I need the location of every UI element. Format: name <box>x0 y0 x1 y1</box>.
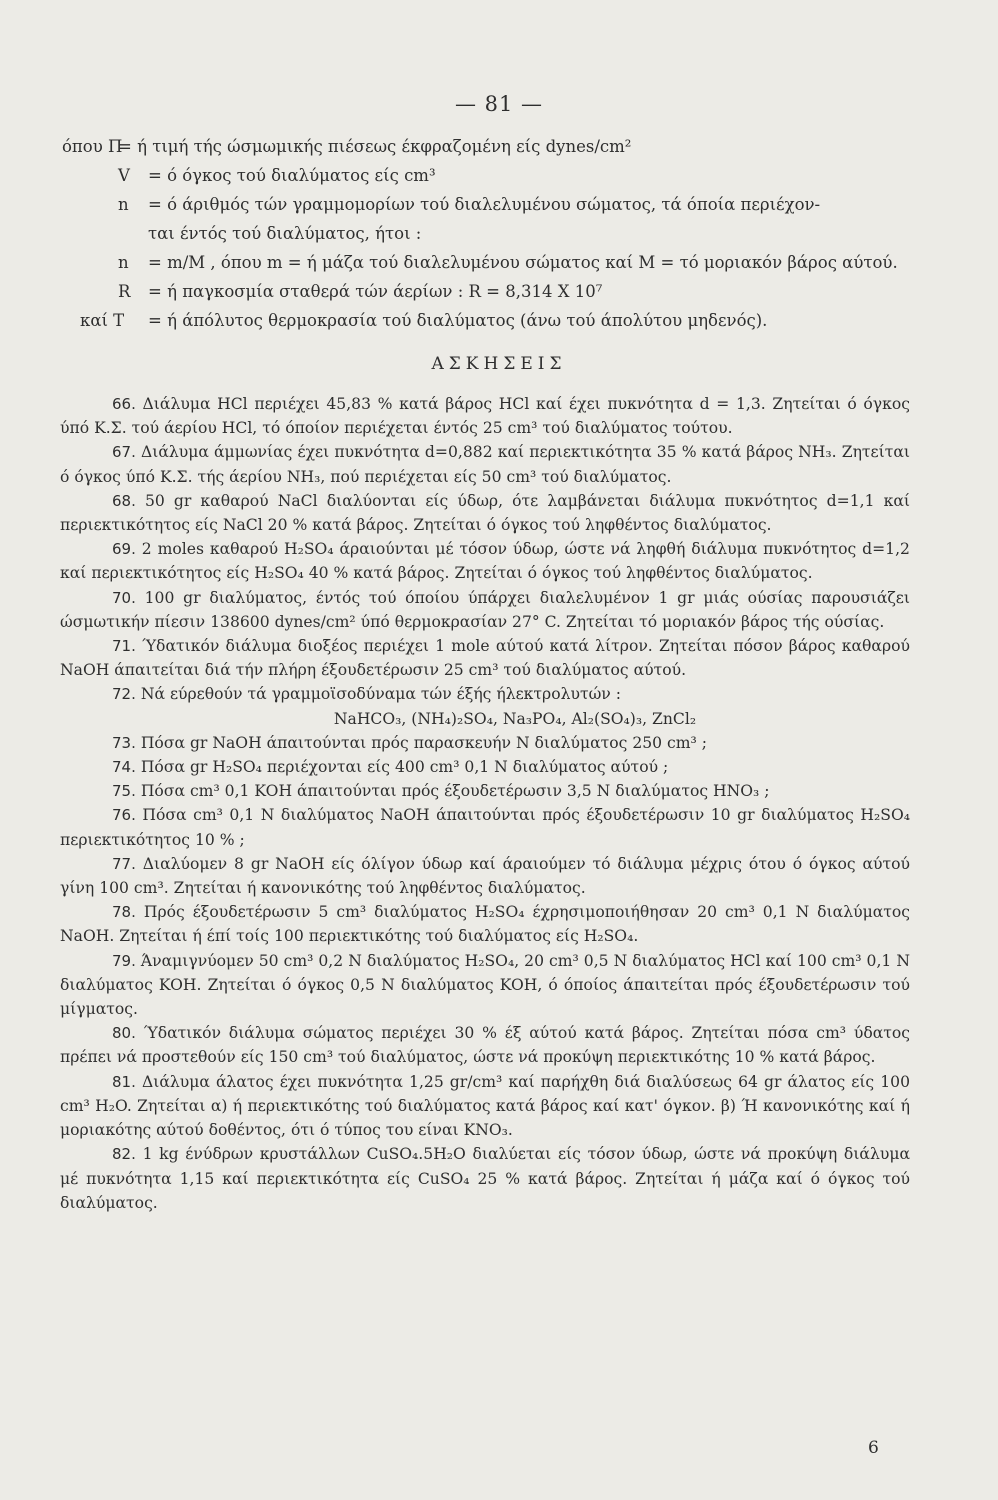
exercise-text: Πόσα cm³ 0,1 KOH άπαιτούνται πρός έξουδετέρωσιν 3,5 N διαλύματος HNO₃ ; <box>140 782 770 801</box>
exercise-item <box>60 1021 910 1069</box>
exercise-number: 79. <box>112 951 136 970</box>
exercise-text: Ύδατικόν διάλυμα σώματος περιέχει 30 % έξ αύτού κατά βάρος. Ζητείται πόσα cm³ ύδατος πρέπει νά προστεθούν είς 150 cm³ τού διαλύματος, ώστε νά προκύψη περιεκτικότης 10 % κατά βάρος. <box>60 1024 910 1067</box>
exercise-text: 2 moles καθαρού H₂SO₄ άραιούνται μέ τόσον ύδωρ, ώστε νά ληφθή διάλυμα πυκνότητος d=1,2 καί περιεκτικότητος είς H₂SO₄ 40 % κατά βάρος. Ζητείται ό όγκος τού ληφθέντος διαλύματος. <box>60 540 910 583</box>
exercise-number: 71. <box>112 637 136 656</box>
exercise-item <box>60 682 910 706</box>
exercise-number: 80. <box>112 1024 136 1043</box>
exercise-number: 82. <box>112 1145 136 1164</box>
definitions-block <box>62 132 922 335</box>
definition-symbol: όπου Π <box>62 137 123 156</box>
exercise-text: 1 kg ένύδρων κρυστάλλων CuSO₄.5H₂O διαλύεται είς τόσον ύδωρ, ώστε νά προκύψη διάλυμα μέ πυκνότητα 1,15 καί περιεκτικότητα είς CuSO₄ 25 % κατά βάρος. Ζητείται ή μάζα καί ό όγκος τού διαλύματος. <box>60 1145 910 1212</box>
exercise-number: 68. <box>112 491 136 510</box>
definition-symbol: V <box>118 166 130 185</box>
definition-text: ται έντός τού διαλύματος, ήτοι : <box>148 224 422 243</box>
exercise-item <box>60 755 910 779</box>
exercise-item <box>60 586 910 634</box>
definition-row <box>62 306 922 335</box>
exercise-number: 72. <box>112 685 136 704</box>
exercise-item <box>60 803 910 851</box>
exercise-item <box>60 731 910 755</box>
exercise-text: 50 gr καθαρού NaCl διαλύονται είς ύδωρ, ότε λαμβάνεται διάλυμα πυκνότητος d=1,1 καί περιεκτικότητος είς NaCl 20 % κατά βάρος. Ζητείται ό όγκος τού ληφθέντος διαλύματος. <box>60 491 910 535</box>
definition-row <box>62 248 922 277</box>
exercise-text: Άναμιγνύομεν 50 cm³ 0,2 N διαλύματος H₂SO₄, 20 cm³ 0,5 N διαλύματος HCl καί 100 cm³ 0,1 N διαλύματος KOH. Ζητείται ό όγκος 0,5 N διαλύματος KOH, ό όποίος άπαιτείται πρός έξουδετέρωσιν τού μίγματος. <box>60 951 910 1019</box>
definition-text: = ό όγκος τού διαλύματος είς cm³ <box>148 166 436 185</box>
exercise-item <box>60 1142 910 1215</box>
definition-text: = ή τιμή τής ώσμωμικής πιέσεως έκφραζομένη είς dynes/cm² <box>118 137 632 156</box>
exercise-item <box>60 949 910 1022</box>
exercise-number: 74. <box>112 758 136 777</box>
definition-symbol: n <box>118 253 129 272</box>
exercise-item <box>60 537 910 585</box>
exercise-item <box>60 900 910 948</box>
exercise-text: Πρός έξουδετέρωσιν 5 cm³ διαλύματος H₂SO₄ έχρησιμοποιήθησαν 20 cm³ 0,1 N διαλύματος NaOH. Ζητείται ή έπί τοίς 100 περιεκτικότης τού διαλύματος είς H₂SO₄. <box>60 903 910 946</box>
exercise-item <box>60 440 910 488</box>
exercise-number: 69. <box>112 540 136 559</box>
definition-symbol: καί T <box>80 311 125 330</box>
exercise-number: 81. <box>112 1072 136 1091</box>
definition-text: = ό άριθμός τών γραμμομορίων τού διαλελυμένου σώματος, τά όποία περιέχον- <box>148 195 821 214</box>
exercise-text: Διάλυμα άμμωνίας έχει πυκνότητα d=0,882 καί περιεκτικότητα 35 % κατά βάρος NH₃. Ζητείται ό όγκος ύπό Κ.Σ. τής άερίου NH₃, πού περιέχεται είς 50 cm³ τού διαλύματος. <box>60 443 910 486</box>
definition-symbol: n <box>118 195 129 214</box>
exercise-number: 73. <box>112 733 136 752</box>
definition-symbol: R <box>118 282 131 301</box>
exercise-number: 75. <box>112 782 136 801</box>
definition-row <box>62 132 922 161</box>
exercise-number: 70. <box>112 588 136 607</box>
exercise-text: Ύδατικόν διάλυμα διοξέος περιέχει 1 mole αύτού κατά λίτρον. Ζητείται πόσον βάρος καθαρού NaOH άπαιτείται διά τήν πλήρη έξουδετέρωσιν 25 cm³ τού διαλύματος αύτού. <box>60 637 910 680</box>
page-number: — 81 — <box>454 92 544 116</box>
definition-row <box>62 219 922 248</box>
exercise-text: Νά εύρεθούν τά γραμμοϊσοδύναμα τών έξής ήλεκτρολυτών : <box>140 685 621 704</box>
exercise-item <box>60 392 910 440</box>
exercise-item <box>60 489 910 537</box>
exercise-text: Διάλυμα άλατος έχει πυκνότητα 1,25 gr/cm³ καί παρήχθη διά διαλύσεως 64 gr άλατος είς 100 cm³ H₂O. Ζητείται α) ή περιεκτικότης τού διαλύματος κατά βάρος καί κατ' όγκον. β) Ή κανονικότης καί ή μοριακότης αύτού δοθέντος, ότι ό τύπος του είναι KNO₃. <box>60 1072 910 1140</box>
exercise-number: 76. <box>112 806 136 825</box>
exercise-text: Διάλυμα HCl περιέχει 45,83 % κατά βάρος HCl καί έχει πυκνότητα d = 1,3. Ζητείται ό όγκος ύπό Κ.Σ. τού άερίου HCl, τό όποίον περιέχεται έντός 25 cm³ τού διαλύματος τούτου. <box>60 395 910 438</box>
definition-row <box>62 161 922 190</box>
exercise-text: Πόσα gr H₂SO₄ περιέχονται είς 400 cm³ 0,1 N διαλύματος αύτού ; <box>140 758 669 777</box>
exercise-item <box>60 852 910 900</box>
definition-row <box>62 277 922 306</box>
signature-mark: 6 <box>868 1438 879 1458</box>
exercise-number: 78. <box>112 903 136 922</box>
definition-text: = m/M , όπου m = ή μάζα τού διαλελυμένου σώματος καί M = τό μοριακόν βάρος αύτού. <box>148 253 898 272</box>
definition-text: = ή παγκοσμία σταθερά τών άερίων : R = 8,314 X 10⁷ <box>148 282 603 301</box>
exercise-item <box>60 1070 910 1143</box>
exercises-list <box>60 392 910 1215</box>
exercise-text: Διαλύομεν 8 gr NaOH είς όλίγον ύδωρ καί άραιούμεν τό διάλυμα μέχρις ότου ό όγκος αύτού γίνη 100 cm³. Ζητείται ή κανονικότης τού ληφθέντος διαλύματος. <box>60 854 910 898</box>
exercise-item <box>60 634 910 682</box>
electrolyte-formulas: NaHCO₃, (NH₄)₂SO₄, Na₃PO₄, Al₂(SO₄)₃, ZnCl₂ <box>333 709 697 728</box>
exercise-text: 100 gr διαλύματος, έντός τού όποίου ύπάρχει διαλελυμένον 1 gr μιάς ούσίας παρουσιάζει ώσμωτικήν πίεσιν 138600 dynes/cm² ύπό θερμοκρασίαν 27° C. Ζητείται τό μοριακόν βάρος τής ούσίας. <box>60 588 910 631</box>
exercise-number: 66. <box>112 395 136 413</box>
exercise-number: 67. <box>112 443 136 462</box>
section-heading: ΑΣΚΗΣΕΙΣ <box>431 354 567 374</box>
definition-row <box>62 190 922 219</box>
exercise-text: Πόσα cm³ 0,1 N διαλύματος NaOH άπαιτούνται πρός έξουδετέρωσιν 10 gr διαλύματος H₂SO₄ περιεκτικότητος 10 % ; <box>60 806 910 849</box>
exercise-item <box>60 779 910 803</box>
definition-symbol <box>62 219 148 248</box>
definition-text: = ή άπόλυτος θερμοκρασία τού διαλύματος (άνω τού άπολύτου μηδενός). <box>148 311 768 330</box>
exercise-number: 77. <box>112 854 136 873</box>
exercise-text: Πόσα gr NaOH άπαιτούνται πρός παρασκευήν N διαλύματος 250 cm³ ; <box>140 733 708 752</box>
